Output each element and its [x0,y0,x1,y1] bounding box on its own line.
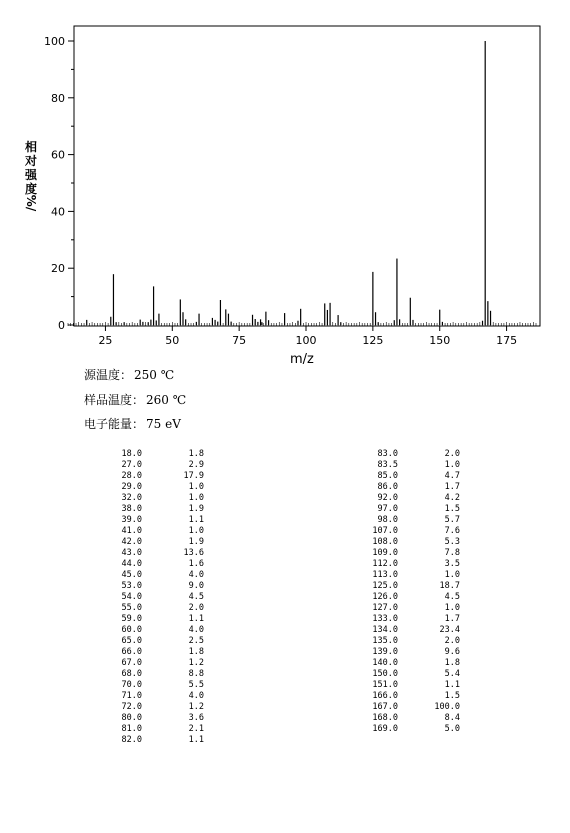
peak-abundance: 1.8 [444,658,460,668]
x-tick-label: 150 [429,334,451,347]
peak-row [358,614,460,625]
peak-mz: 39.0 [121,515,142,525]
peak-abundance: 13.6 [183,548,204,558]
peak-abundance: 7.6 [444,526,460,536]
peak-abundance: 2.9 [188,460,204,470]
peak-row [102,537,204,548]
peak-table-left [102,449,204,746]
peak-row [102,724,204,735]
peak-abundance: 2.0 [444,636,460,646]
peak-mz: 150.0 [372,669,398,679]
peak-row [358,658,460,669]
peak-abundance: 1.9 [188,504,204,514]
peak-row [102,691,204,702]
y-axis-title-char: 对 [24,154,37,168]
peak-row [102,625,204,636]
x-tick-label: 25 [98,334,113,347]
peak-row [358,724,460,735]
peak-abundance: 1.7 [444,614,460,624]
peak-mz: 167.0 [372,702,398,712]
peak-abundance: 7.8 [444,548,460,558]
peak-mz: 41.0 [121,526,142,536]
peak-row [102,713,204,724]
peak-row [358,559,460,570]
peak-mz: 112.0 [372,559,398,569]
peak-abundance: 5.3 [444,537,460,547]
peak-row [102,669,204,680]
peak-row [102,482,204,493]
x-tick-label: 175 [496,334,518,347]
peak-abundance: 18.7 [439,581,460,591]
peak-mz: 66.0 [121,647,142,657]
peak-row [358,680,460,691]
peak-mz: 108.0 [372,537,398,547]
peak-abundance: 8.4 [444,713,460,723]
peak-row [358,713,460,724]
peak-abundance: 1.5 [444,504,460,514]
peak-mz: 55.0 [121,603,142,613]
peak-row [102,471,204,482]
x-tick-label: 75 [232,334,247,347]
peak-abundance: 1.0 [444,460,460,470]
peak-mz: 134.0 [372,625,398,635]
peak-row [358,537,460,548]
peak-mz: 80.0 [121,713,142,723]
peak-mz: 168.0 [372,713,398,723]
peak-abundance: 1.2 [188,658,204,668]
peak-row [358,625,460,636]
peak-mz: 67.0 [121,658,142,668]
peak-mz: 169.0 [372,724,398,734]
y-ticks [44,35,74,332]
peak-row [102,680,204,691]
peak-row [102,548,204,559]
peak-mz: 98.0 [377,515,398,525]
peak-row [102,702,204,713]
peak-abundance: 1.0 [444,603,460,613]
peak-abundance: 4.5 [444,592,460,602]
peak-row [102,504,204,515]
peak-mz: 125.0 [372,581,398,591]
peak-abundance: 5.5 [188,680,204,690]
y-tick-label: 20 [51,262,65,276]
y-axis-title-char: 强 [24,168,37,182]
peak-mz: 43.0 [121,548,142,558]
peak-abundance: 23.4 [439,625,460,635]
peak-mz: 127.0 [372,603,398,613]
peak-row [358,515,460,526]
peak-row [358,526,460,537]
peak-abundance: 4.5 [188,592,204,602]
peak-abundance: 4.0 [188,570,204,580]
peak-row [358,570,460,581]
x-tick-label: 125 [362,334,384,347]
peak-abundance: 4.0 [188,691,204,701]
peak-mz: 166.0 [372,691,398,701]
peak-mz: 27.0 [121,460,142,470]
peak-abundance: 1.1 [444,680,460,690]
peak-row [358,493,460,504]
peak-abundance: 4.2 [444,493,460,503]
x-tick-label: 100 [295,334,317,347]
peak-row [358,592,460,603]
y-tick-label: 80 [51,91,65,105]
peak-abundance: 5.0 [444,724,460,734]
peak-row [102,603,204,614]
peak-mz: 45.0 [121,570,142,580]
peak-abundance: 17.9 [183,471,204,481]
peak-row [358,482,460,493]
peak-row [358,702,460,713]
peak-abundance: 1.2 [188,702,204,712]
x-major-ticks [98,326,517,347]
condition-label: 电子能量： [84,417,145,431]
peak-row [102,515,204,526]
peak-mz: 85.0 [377,471,398,481]
peak-row [102,658,204,669]
peak-mz: 83.0 [377,449,398,459]
peak-mz: 113.0 [372,570,398,580]
peak-mz: 42.0 [121,537,142,547]
peak-abundance: 1.6 [188,559,204,569]
condition-label: 样品温度： [84,393,145,407]
peak-mz: 59.0 [121,614,142,624]
peak-abundance: 8.8 [188,669,204,679]
sample-temperature [84,391,186,408]
peak-mz: 135.0 [372,636,398,646]
peak-mz: 32.0 [121,493,142,503]
peak-mz: 92.0 [377,493,398,503]
peak-mz: 53.0 [121,581,142,591]
peak-abundance: 1.5 [444,691,460,701]
peak-abundance: 1.0 [188,526,204,536]
condition-value: 250 ℃ [134,368,175,382]
peak-row [102,592,204,603]
peak-mz: 70.0 [121,680,142,690]
peak-abundance: 4.7 [444,471,460,481]
peak-row [102,526,204,537]
peak-mz: 72.0 [121,702,142,712]
peak-mz: 60.0 [121,625,142,635]
peak-row [102,449,204,460]
peak-row [358,581,460,592]
peak-mz: 38.0 [121,504,142,514]
peak-abundance: 2.0 [444,449,460,459]
peak-abundance: 5.4 [444,669,460,679]
peak-abundance: 1.0 [444,570,460,580]
peak-abundance: 9.0 [188,581,204,591]
peak-abundance: 1.0 [188,482,204,492]
peak-mz: 139.0 [372,647,398,657]
condition-value: 260 ℃ [146,393,187,407]
spectrum-bars [87,41,491,325]
peak-mz: 86.0 [377,482,398,492]
peak-mz: 151.0 [372,680,398,690]
peak-row [102,735,204,746]
peak-abundance: 1.0 [188,493,204,503]
peak-row [358,669,460,680]
peak-mz: 107.0 [372,526,398,536]
peak-abundance: 1.1 [188,735,204,745]
peak-abundance: 3.5 [444,559,460,569]
peak-mz: 109.0 [372,548,398,558]
peak-row [102,570,204,581]
peak-abundance: 2.5 [188,636,204,646]
peak-abundance: 2.0 [188,603,204,613]
peak-mz: 65.0 [121,636,142,646]
y-axis-title-char: 度 [24,182,37,196]
condition-label: 源温度： [84,368,133,382]
y-axis-title-char: 相 [24,140,37,154]
x-axis-label: m/z [290,352,314,367]
peak-table-right [358,449,460,735]
peak-abundance: 1.1 [188,515,204,525]
peak-abundance: 2.1 [188,724,204,734]
peak-row [102,493,204,504]
peak-abundance: 1.7 [444,482,460,492]
peak-row [358,449,460,460]
peak-mz: 81.0 [121,724,142,734]
condition-value: 75 eV [146,417,181,431]
peak-mz: 83.5 [377,460,398,470]
peak-abundance: 1.9 [188,537,204,547]
peak-mz: 18.0 [121,449,142,459]
peak-row [358,504,460,515]
peak-mz: 54.0 [121,592,142,602]
peak-mz: 68.0 [121,669,142,679]
x-minor-ticks [68,322,536,326]
peak-row [102,647,204,658]
y-axis-title-unit: %/ [24,194,38,212]
peak-row [358,647,460,658]
peak-abundance: 1.8 [188,449,204,459]
mass-spectrum-chart [0,0,570,350]
y-tick-label: 100 [44,35,65,48]
peak-row [358,460,460,471]
y-tick-label: 0 [58,319,65,332]
peak-row [102,581,204,592]
peak-row [358,603,460,614]
y-tick-label: 40 [51,205,65,219]
peak-abundance: 1.8 [188,647,204,657]
peak-mz: 126.0 [372,592,398,602]
peak-abundance: 100.0 [434,702,460,712]
peak-row [358,691,460,702]
peak-mz: 133.0 [372,614,398,624]
peak-abundance: 1.1 [188,614,204,624]
peak-row [102,559,204,570]
peak-abundance: 5.7 [444,515,460,525]
y-axis-title [20,140,42,210]
peak-mz: 71.0 [121,691,142,701]
peak-mz: 82.0 [121,735,142,745]
peak-mz: 28.0 [121,471,142,481]
peak-mz: 29.0 [121,482,142,492]
electron-energy [84,415,181,432]
peak-row [102,636,204,647]
source-temperature [84,366,174,383]
peak-mz: 140.0 [372,658,398,668]
x-tick-label: 50 [165,334,180,347]
peak-abundance: 4.0 [188,625,204,635]
peak-abundance: 3.6 [188,713,204,723]
peak-abundance: 9.6 [444,647,460,657]
peak-row [358,636,460,647]
peak-mz: 44.0 [121,559,142,569]
y-tick-label: 60 [51,148,65,162]
peak-row [358,548,460,559]
peak-row [102,614,204,625]
peak-row [102,460,204,471]
peak-mz: 97.0 [377,504,398,514]
peak-row [358,471,460,482]
plot-frame [74,26,540,326]
